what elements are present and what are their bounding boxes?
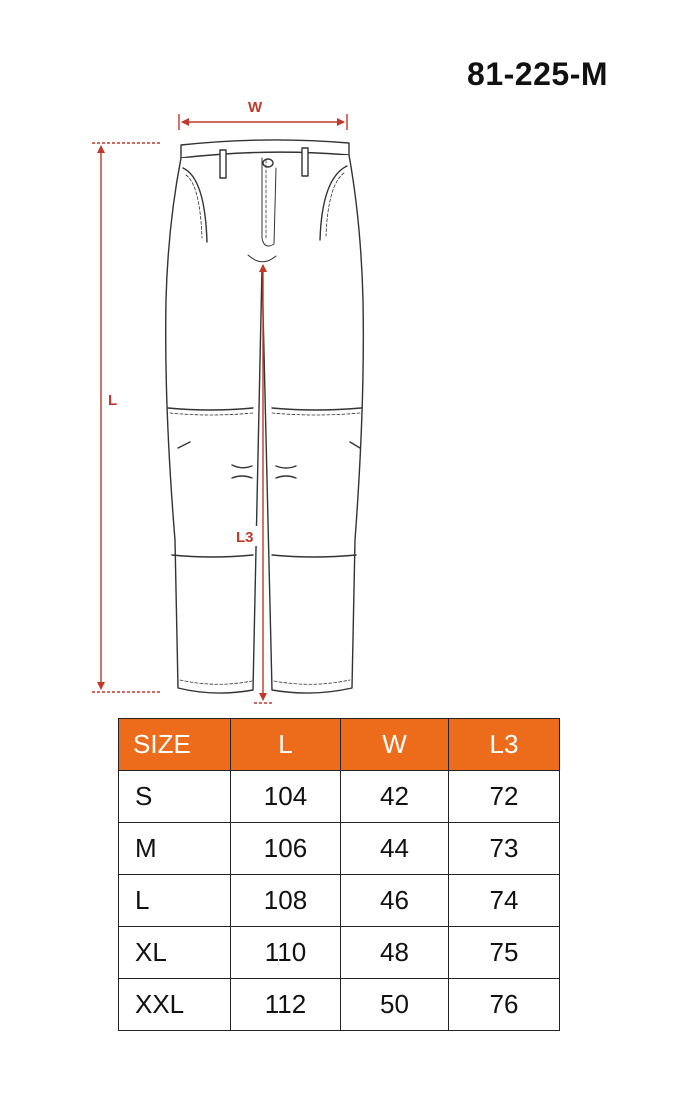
cell-l: 108 [231, 875, 341, 927]
trousers-silhouette [166, 155, 364, 693]
waist-button [263, 159, 273, 167]
cell-size: XL [119, 927, 231, 979]
cell-l3: 72 [449, 771, 560, 823]
cell-size: S [119, 771, 231, 823]
cell-w: 48 [341, 927, 449, 979]
header-l: L [231, 719, 341, 771]
header-size: SIZE [119, 719, 231, 771]
table-row [119, 927, 560, 979]
cell-size: M [119, 823, 231, 875]
cell-l3: 73 [449, 823, 560, 875]
product-code: 81-225-M [467, 56, 608, 92]
table-row [119, 875, 560, 927]
cell-w: 44 [341, 823, 449, 875]
waistband [181, 140, 349, 158]
cell-l3: 76 [449, 979, 560, 1031]
cell-size: L [119, 875, 231, 927]
cell-l: 106 [231, 823, 341, 875]
cell-w: 46 [341, 875, 449, 927]
cell-l: 104 [231, 771, 341, 823]
cell-w: 42 [341, 771, 449, 823]
header-l3: L3 [449, 719, 560, 771]
l-label: L [108, 392, 118, 409]
cell-l3: 75 [449, 927, 560, 979]
w-label: W [248, 99, 263, 116]
cell-size: XXL [119, 979, 231, 1031]
l3-label: L3 [236, 529, 254, 546]
header-w: W [341, 719, 449, 771]
cell-l: 112 [231, 979, 341, 1031]
trousers-outline [166, 140, 364, 693]
table-row [119, 979, 560, 1031]
table-row [119, 823, 560, 875]
cell-w: 50 [341, 979, 449, 1031]
size-table [118, 718, 560, 1031]
table-row [119, 771, 560, 823]
cell-l: 110 [231, 927, 341, 979]
belt-loop [220, 150, 226, 178]
table-header-row [119, 719, 560, 771]
belt-loop [302, 148, 308, 176]
cell-l3: 74 [449, 875, 560, 927]
